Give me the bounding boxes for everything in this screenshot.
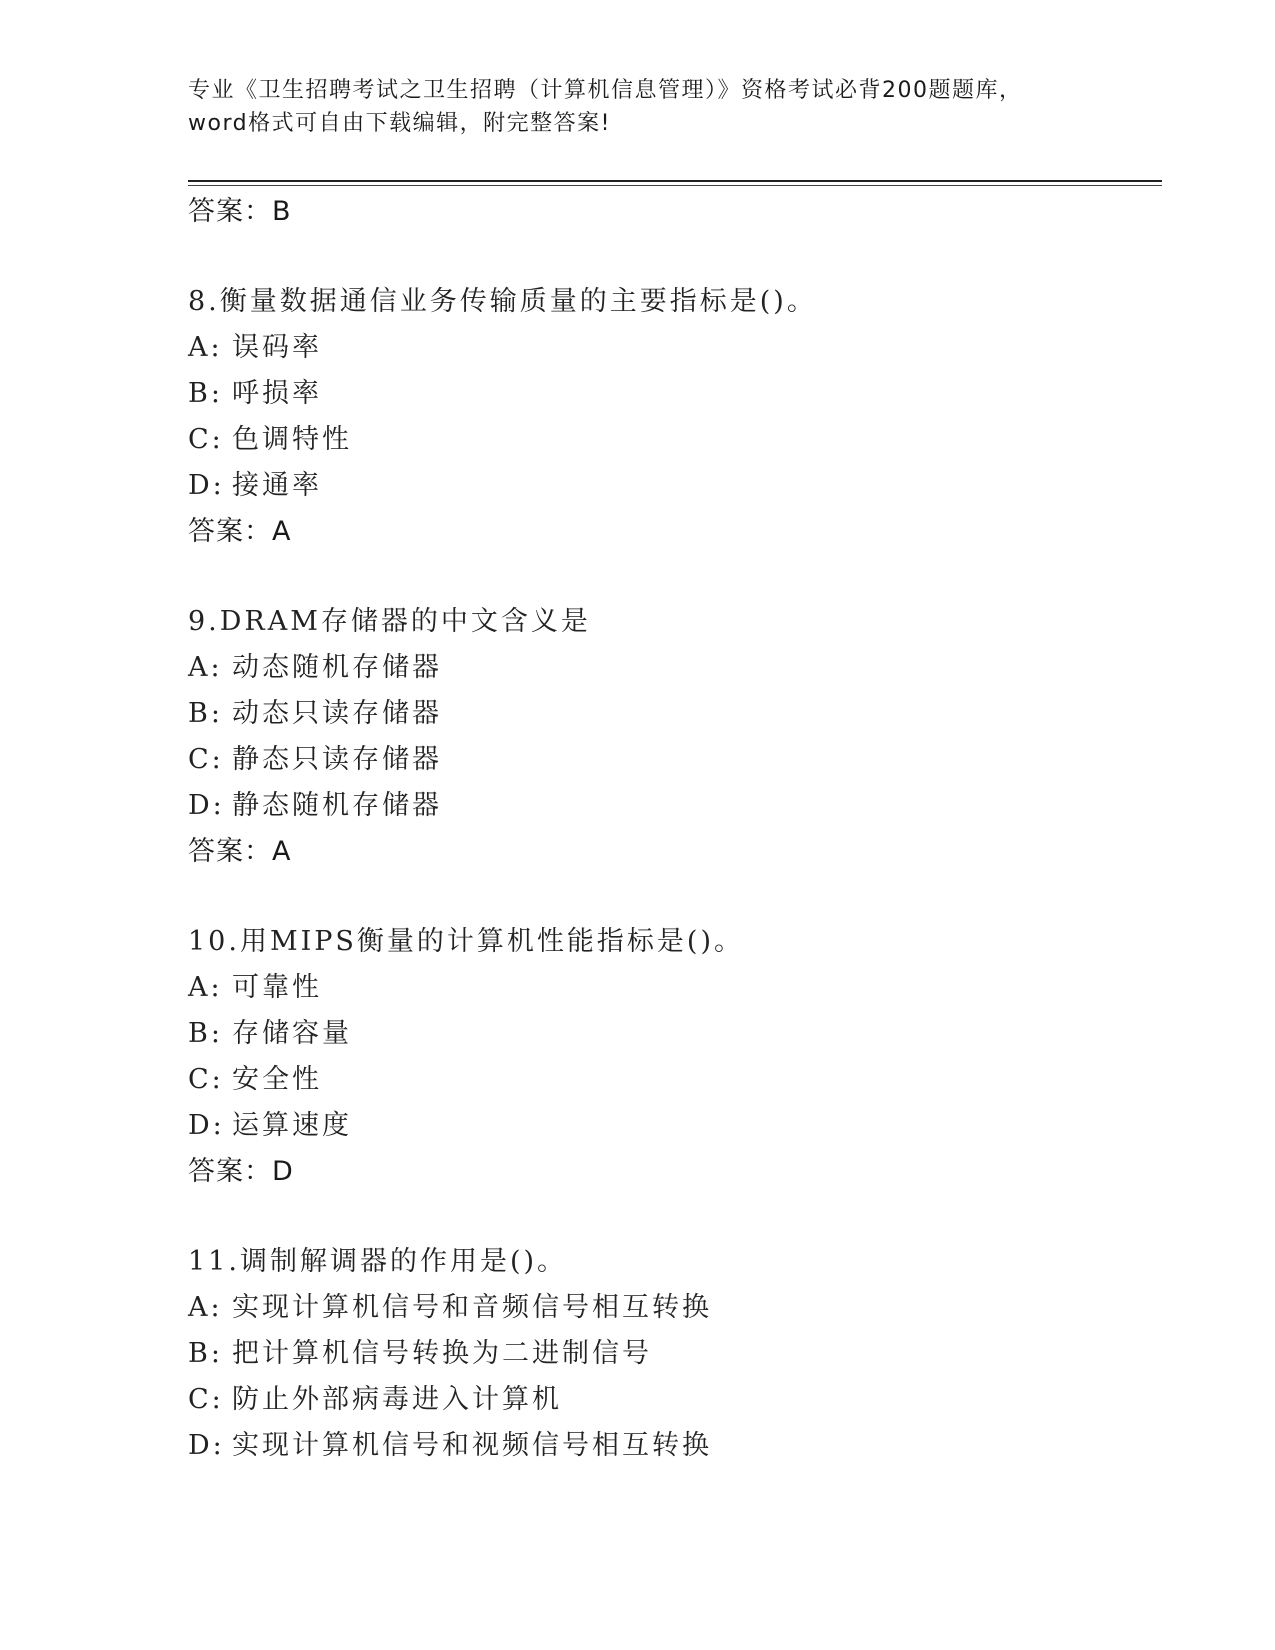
option-letter: B:	[188, 698, 223, 729]
header-divider-thick	[188, 180, 1162, 182]
option-d	[188, 783, 1148, 829]
document-header	[188, 74, 1088, 140]
option-text: 运算速度	[232, 1110, 352, 1141]
spacer	[188, 1194, 1148, 1239]
option-letter: D:	[188, 1430, 225, 1461]
question-block	[188, 1239, 1148, 1469]
spacer	[188, 234, 1148, 279]
question-text: 11.调制解调器的作用是()。	[188, 1246, 568, 1277]
option-letter: C:	[188, 1064, 224, 1095]
option-c	[188, 1057, 1148, 1103]
option-text: 呼损率	[232, 378, 322, 409]
option-letter: A:	[188, 332, 223, 363]
option-letter: C:	[188, 744, 224, 775]
option-text: 静态只读存储器	[232, 744, 442, 775]
option-text: 动态只读存储器	[232, 698, 442, 729]
option-c	[188, 737, 1148, 783]
option-letter: A:	[188, 972, 223, 1003]
option-letter: C:	[188, 424, 224, 455]
option-b	[188, 1011, 1148, 1057]
spacer	[188, 874, 1148, 919]
option-letter: D:	[188, 1110, 225, 1141]
option-letter: B:	[188, 378, 223, 409]
option-text: 动态随机存储器	[232, 652, 442, 683]
answer-line: 答案：D	[188, 1156, 294, 1187]
option-d	[188, 1103, 1148, 1149]
option-text: 色调特性	[232, 424, 352, 455]
question-block	[188, 919, 1148, 1194]
question-text: 9.DRAM存储器的中文含义是	[188, 606, 591, 637]
question-text: 8.衡量数据通信业务传输质量的主要指标是()。	[188, 286, 817, 317]
option-letter: B:	[188, 1338, 223, 1369]
question-text: 10.用MIPS衡量的计算机性能指标是()。	[188, 926, 744, 957]
option-letter: D:	[188, 470, 225, 501]
option-text: 误码率	[232, 332, 322, 363]
spacer	[188, 554, 1148, 599]
option-text: 可靠性	[232, 972, 322, 1003]
option-text: 接通率	[232, 470, 322, 501]
question-block	[188, 279, 1148, 554]
answer-line: 答案：A	[188, 516, 292, 547]
option-text: 存储容量	[232, 1018, 352, 1049]
option-d	[188, 1423, 1148, 1469]
option-text: 实现计算机信号和视频信号相互转换	[232, 1430, 712, 1461]
question-block	[188, 599, 1148, 874]
header-title-line: 专业《卫生招聘考试之卫生招聘（计算机信息管理）》资格考试必背200题题库，	[188, 78, 1023, 103]
option-text: 静态随机存储器	[232, 790, 442, 821]
option-text: 安全性	[232, 1064, 322, 1095]
option-d	[188, 463, 1148, 509]
option-a	[188, 325, 1148, 371]
option-c	[188, 417, 1148, 463]
option-b	[188, 1331, 1148, 1377]
option-letter: A:	[188, 652, 223, 683]
question-list	[188, 189, 1148, 1469]
header-divider-thin	[188, 185, 1162, 186]
option-a	[188, 645, 1148, 691]
option-letter: B:	[188, 1018, 223, 1049]
option-text: 防止外部病毒进入计算机	[232, 1384, 562, 1415]
option-a	[188, 1285, 1148, 1331]
answer-line: 答案：B	[188, 196, 292, 227]
answer-line: 答案：A	[188, 836, 292, 867]
option-b	[188, 371, 1148, 417]
option-letter: A:	[188, 1292, 223, 1323]
option-letter: C:	[188, 1384, 224, 1415]
option-c	[188, 1377, 1148, 1423]
option-letter: D:	[188, 790, 225, 821]
option-b	[188, 691, 1148, 737]
header-subtitle-line: word格式可自由下载编辑，附完整答案!	[188, 111, 611, 136]
option-a	[188, 965, 1148, 1011]
option-text: 实现计算机信号和音频信号相互转换	[232, 1292, 712, 1323]
option-text: 把计算机信号转换为二进制信号	[232, 1338, 652, 1369]
